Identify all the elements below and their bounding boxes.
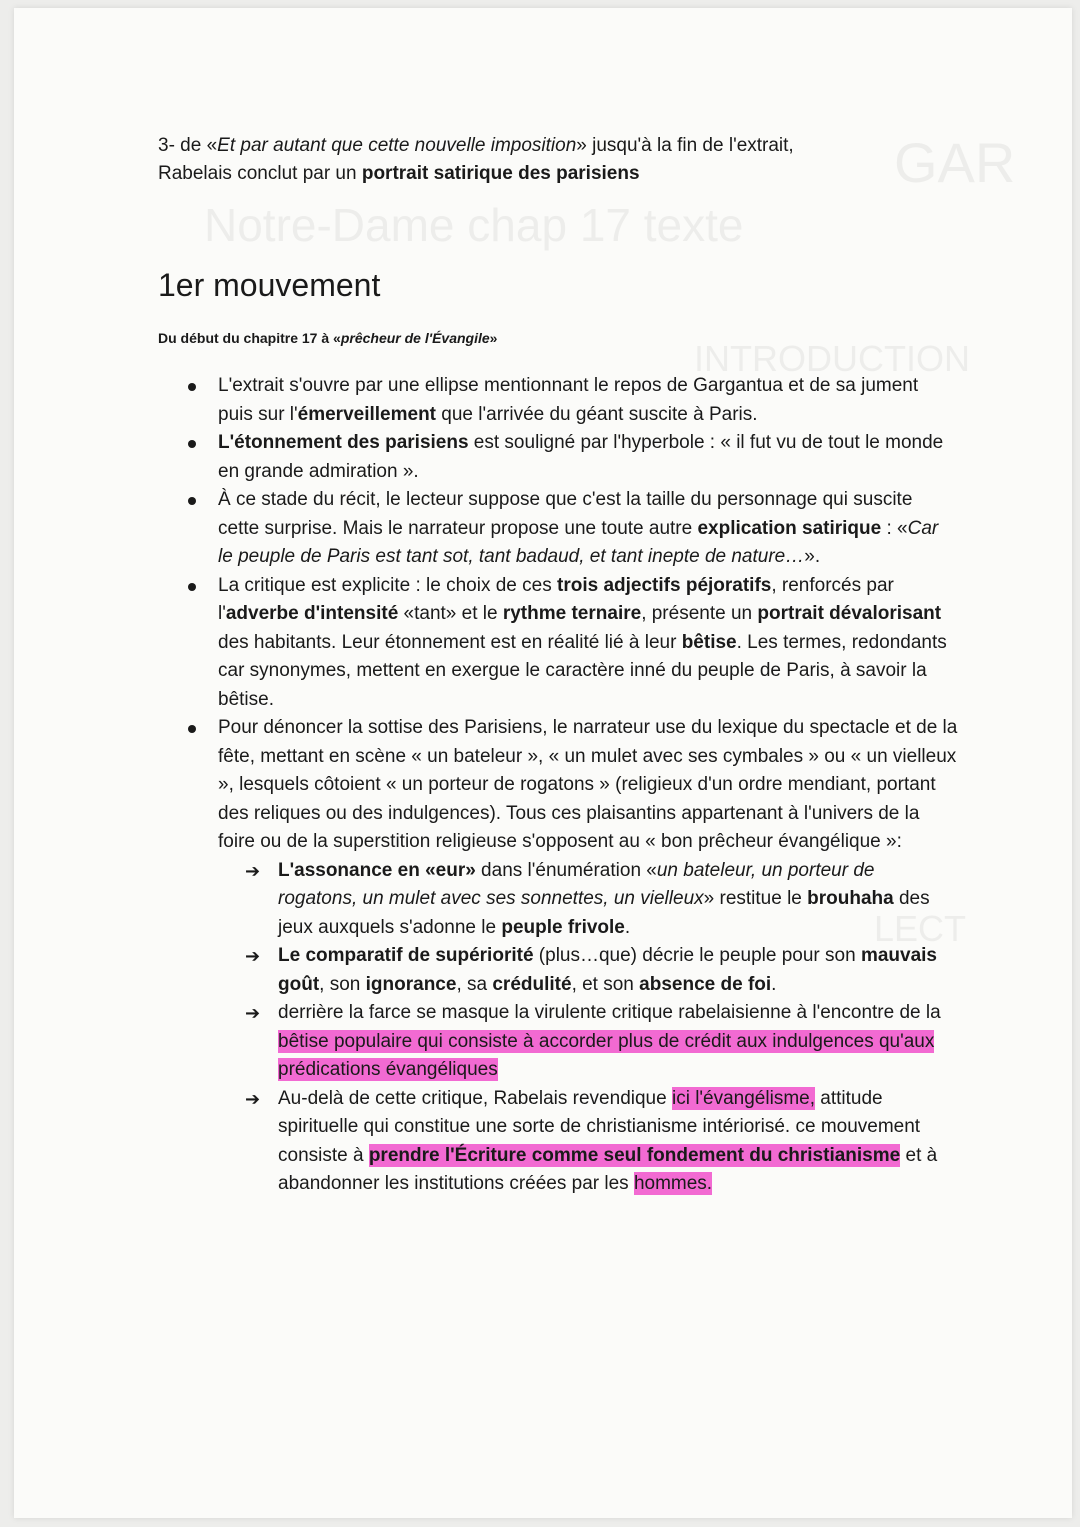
highlighted-text: ici l'évangélisme,	[671, 1087, 815, 1109]
show-through-decoration: INTRODUCTION	[694, 338, 970, 379]
bullet-item: L'extrait s'ouvre par une ellipse mentionnant le repos de Gargantua et de sa jument puis sur l'émerveillement que l'arrivée du géant suscite à Paris.	[218, 372, 958, 429]
arrow-item: ➔ derrière la farce se masque la virulente critique rabelaisienne à l'encontre de la bêtise populaire qui consiste à accorder plus de crédit aux indulgences qu'aux prédications évangéliques	[278, 999, 958, 1085]
arrow-right-icon: ➔	[245, 1003, 261, 1023]
highlighted-text: hommes.	[633, 1173, 713, 1194]
bullet-item: L'étonnement des parisiens est souligné par l'hyperbole : « il fut vu de tout le monde en grande admiration ».	[218, 429, 958, 486]
arrow-item: ➔ L'assonance en «eur» dans l'énumération «un bateleur, un porteur de rogatons, un mulet avec ses sonnettes, un vielleux» restitue le brouhaha des jeux auxquels s'adonne le peuple frivole.	[278, 857, 958, 943]
show-through-decoration: LECT	[874, 908, 967, 949]
bullet-item: La critique est explicite : le choix de ces trois adjectifs péjoratifs, renforcés par l'adverbe d'intensité «tant» et le rythme ternaire, présente un portrait dévalorisant des habitants. Leur étonnement est en réalité lié à leur bêtise. Les termes, redondants car synonymes, mettent en exergue le caractère inné du peuple de Paris, à savoir la bêtise.	[218, 572, 958, 715]
document-body	[158, 132, 958, 1199]
bullet-item: Pour dénoncer la sottise des Parisiens, le narrateur use du lexique du spectacle et de la fête, mettant en scène « un bateleur », « un mulet avec ses cymbales » ou « un vielleux », lesquels côtoient « un porteur de rogatons » (religieux d'un ordre mendiant, portant des reliques ou des indulgences). Tous ces plaisantins appartenant à l'univers de la foire ou de la superstition religieuse s'opposent au « bon prêcheur évangélique »: ➔ L'assonance en «eur» dans l'énumération «un bateleur, un porteur de rogatons, un mulet avec ses sonnettes, un vielleux» restitue le brouhaha des jeux auxquels s'adonne le peuple frivole. ➔ Le comparatif de supériorité (plus…que) décrie le peuple pour son mauvais goût, son ignorance, sa crédulité, et son absence de foi. ➔ derrière la farce se masque la virulente critique rabelaisienne à l'encontre de la bêtise populaire qui consiste à accorder plus de crédit aux indulgences qu'aux prédications évangéliques ➔ Au-delà de cette critique, Rabelais revendique ici l'évangélisme, attitude spirituelle qui constitue une sorte de christianisme intériorisé. ce mouvement consiste à prendre l'Écriture comme seul fondement du christianisme et à abandonner les institutions créées par les hommes.	[218, 714, 958, 1199]
bullet-item: À ce stade du récit, le lecteur suppose que c'est la taille du personnage qui suscite cette surprise. Mais le narrateur propose une toute autre explication satirique : «Car le peuple de Paris est tant sot, tant badaud, et tant inepte de nature…».	[218, 486, 958, 572]
paper-sheet	[14, 8, 1072, 1518]
arrow-item: ➔ Le comparatif de supériorité (plus…que) décrie le peuple pour son mauvais goût, son ignorance, sa crédulité, et son absence de foi.	[278, 942, 958, 999]
section-heading: 1er mouvement	[158, 267, 381, 303]
arrow-right-icon: ➔	[245, 946, 261, 966]
intro-paragraph: 3- de «Et par autant que cette nouvelle imposition» jusqu'à la fin de l'extrait, Rabelais conclut par un portrait satirique des parisiens	[158, 135, 794, 184]
arrow-item: ➔ Au-delà de cette critique, Rabelais revendique ici l'évangélisme, attitude spirituelle qui constitue une sorte de christianisme intériorisé. ce mouvement consiste à prendre l'Écriture comme seul fondement du christianisme et à abandonner les institutions créées par les hommes.	[278, 1085, 958, 1199]
highlighted-text: prendre l'Écriture comme seul fondement du christianisme	[368, 1144, 901, 1166]
section-subtitle: Du début du chapitre 17 à «prêcheur de l'Évangile»	[158, 330, 498, 346]
arrow-right-icon: ➔	[245, 860, 261, 881]
show-through-decoration: GAR	[894, 131, 1016, 194]
highlighted-text: bêtise populaire qui consiste à accorder plus de crédit aux indulgences qu'aux prédications évangéliques	[278, 1030, 935, 1080]
bullet-list	[158, 372, 958, 1199]
show-through-decoration: Notre-Dame chap 17 texte	[204, 199, 744, 251]
arrow-list	[218, 857, 958, 1199]
arrow-right-icon: ➔	[245, 1088, 261, 1109]
